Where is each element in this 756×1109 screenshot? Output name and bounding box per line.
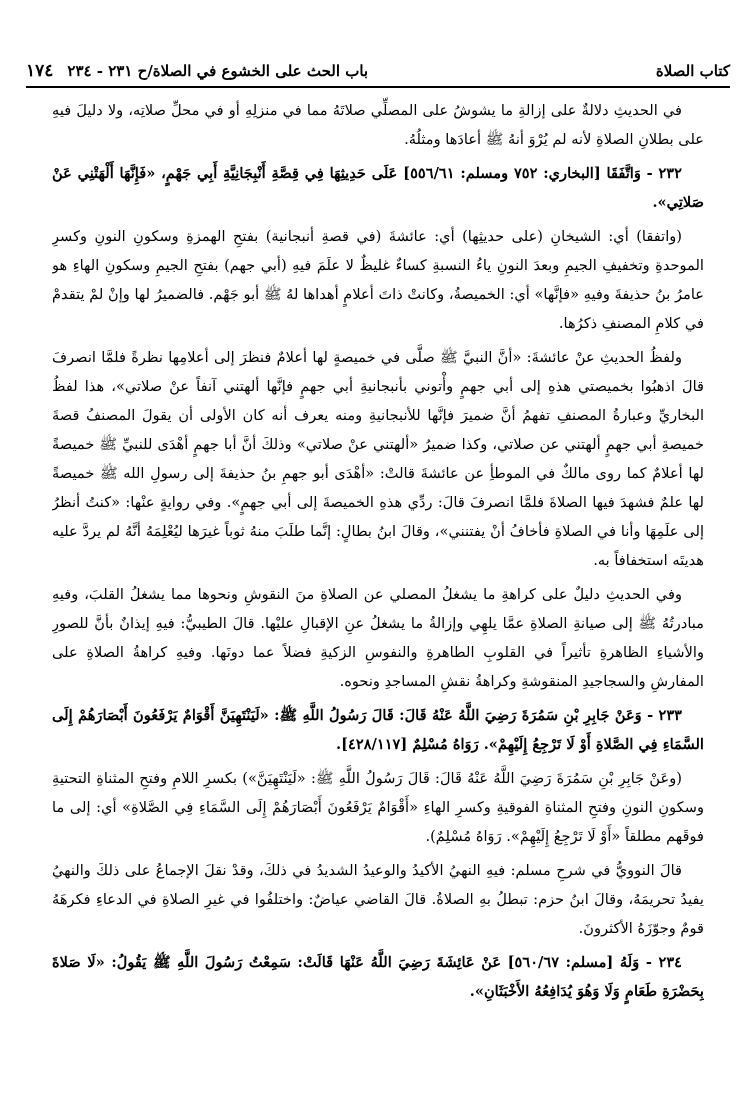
paragraph: (واتفقا) أي: الشيخانِ (على حديثِها) أي: عائشةَ (في قصةِ أنبجانية) بفتحِ الهمزةِ وسكونِ النونِ وكسرِ الموحدةِ وتخفيفِ الجيمِ وبعدَ النونِ ياءُ النسبةِ كساءٌ غليظٌ لا علَمَ فيهِ (أبي جهم) بفتحِ الجيمِ وسكونِ الهاءِ هو عامرُ بنُ حذيفةَ وفيهِ «فإنَّها» أي: الخميصةُ، وكانتْ ذاتَ أعلامٍ أهداها لهُ ﷺ أبو جَهْم. فالضميرُ لها وإنْ لمْ يتقدمْ في كلامِ المصنفِ ذكرُها. [52,228,704,332]
paragraph: في الحديثِ دلالةٌ على إزالةِ ما يشوشُ على المصلِّي صلاتَهُ مما في منزلِهِ أو في محلِّ صلاتِه، ولا دليلَ فيهِ على بطلانِ الصلاةِ لأنه لم يُرْوَ أنهُ ﷺ أعادَها ومثلُهُ. [52,102,704,148]
hadith-232: ٢٣٢ - وَاتَّفَقَا [البخاري: ٧٥٢ ومسلم: ٥٥٦/٦١] عَلَى حَدِيثِهَا فِي قِصَّةِ أَنْبِجَانِيَّةِ أَبِي جَهْمٍ، «فَإِنَّهَا أَلْهَتْنِي عَنْ صَلاتِي». [52,165,704,211]
paragraph: ولفظُ الحديثِ عنْ عائشةَ: «أنَّ النبيَّ ﷺ صلَّى في خميصةٍ لها أعلامٌ فنظرَ إلى أعلامِها نظرةً فلمَّا انصرفَ قالَ اذهبُوا بخميصتي هذهِ إلى أبي جهمٍ وأْتوني بأنبجانيةِ أبي جهمٍ فإنَّها ألهتني آنفاً عنْ صلاتي»، هذا لفظُ البخاريِّ وعبارةُ المصنفِ تفهمُ أنَّ ضميرَ فإنَّها للأنبجانيةِ ومنه يعرف أنه كان الأولى أن يقولَ المصنفُ قصةَ خميصةِ أبي جهمٍ ألهتني عن صلاتي، وكذا ضميرُ «ألهتني عنْ صلاتي» وذلكَ أنَّ أبا جهمٍ أهْدَى للنبيِّ ﷺ خميصةً لها أعلامٌ كما روى مالكٌ في الموطأِ عن عائشةَ قالتْ: «أهْدَى أبو جهمِ بنُ حذيفةَ إلى رسولِ الله ﷺ خميصةً لها علمٌ فشهدَ فيها الصلاةَ فلمَّا انصرفَ قالَ: ردِّي هذهِ الخميصةَ إلى أبي جهمٍ». وفي روايةٍ عنْها: «كنتُ أنظرُ إلى علَمِهَا وأنا في الصلاةِ فأخافُ أنْ يفتنني»، وقالَ ابنُ بطالٍ: إنَّما طلَبَ منهُ ثوباً غيرَها ليُعْلِمَهُ أنَّهُ لم يردَّ عليه هديتَه استخفافاً به. [52,349,704,569]
page-header [26,56,730,88]
book-title: كتاب الصلاة [655,62,730,80]
paragraph: قالَ النوويُّ في شرحِ مسلم: فيهِ النهيُ الأكيدُ والوعيدُ الشديدُ في ذلكَ، وقدْ نقلَ الإجماعُ على ذلكَ والنهيُ يفيدُ تحريمَهُ، وقالَ ابنُ حزم: تبطلُ بهِ الصلاةُ. قالَ القاضي عياضٌ: واختلفُوا في غيرِ الصلاةِ في الدعاءِ فكرهَهُ قومٌ وجوّزَهُ الأكثرونَ. [52,862,704,937]
page-body [52,96,704,1093]
paragraph: وفي الحديثِ دليلٌ على كراهةِ ما يشغلُ المصلي عن الصلاةِ منَ النقوشِ ونحوها مما يشغلُ القلبَ، وفيهِ مبادرتُهُ ﷺ إلى صيانةِ الصلاةِ عمَّا يلهِي وإزالةُ ما يشغلُ عنِ الإقبالِ عليْها. قالَ الطيبيُّ: فيهِ إيذانٌ بأنَّ للصورِ والأشياءِ الظاهرةِ تأثيراً في القلوبِ الطاهرةِ والنفوسِ الزكيةِ فضلاً عما دونَها. وفيهِ كراهةُ الصلاةِ على المفارشِ والسجاجيدِ المنقوشةِ وكراهةُ نقشِ المساجدِ ونحوه. [52,586,704,690]
hadith-233: ٢٣٣ - وَعَنْ جَابِرِ بْنِ سَمُرَةَ رَضِيَ اللَّهُ عَنْهُ قَالَ: قَالَ رَسُولُ اللَّهِ ﷺ: «لَيَنْتَهِيَنَّ أَقْوَامٌ يَرْفَعُونَ أَبْصَارَهُمْ إِلَى السَّمَاءِ فِي الصَّلاةِ أَوْ لَا تَرْجِعُ إِلَيْهِمْ». رَوَاهُ مُسْلِمٌ [٤٢٨/١١٧]. [52,707,704,753]
header-center [26,61,368,81]
paragraph: (وعَنْ جَابِرِ بْنِ سَمُرَةَ رَضِيَ اللَّهُ عَنْهُ قَالَ: قَالَ رَسُولُ اللَّهِ ﷺ: «لَيَنْتَهِيَنَّ») بكسرِ اللامِ وفتحِ المثناةِ التحتيةِ وسكونِ النونِ وفتحِ المثناةِ الفوقيةِ وكسرِ الهاءِ «أَقْوَامٌ يَرْفَعُونَ أَبْصَارَهُمْ إِلَى السَّمَاءِ فِي الصَّلاةِ» أي: إلى ما فوقَهم مطلقاً «أَوْ لَا تَرْجِعُ إِلَيْهِمْ». رَوَاهُ مُسْلِمٌ). [52,770,704,845]
page-number: ١٧٤ [26,61,54,81]
chapter-title: باب الحث على الخشوع في الصلاة/ح ٢٣١ - ٢٣٤ [67,62,369,80]
hadith-234: ٢٣٤ - وَلَهُ [مسلم: ٥٦٠/٦٧] عَنْ عَائِشَةَ رَضِيَ اللَّهُ عَنْهَا قَالَتْ: سَمِعْتُ رَسُولَ اللَّهِ ﷺ يَقُولُ: «لَا صَلاةَ بِحَضْرَةِ طَعَامٍ وَلَا وَهُوَ يُدَافِعُهُ الأَخْبَثَانِ». [52,954,704,1000]
